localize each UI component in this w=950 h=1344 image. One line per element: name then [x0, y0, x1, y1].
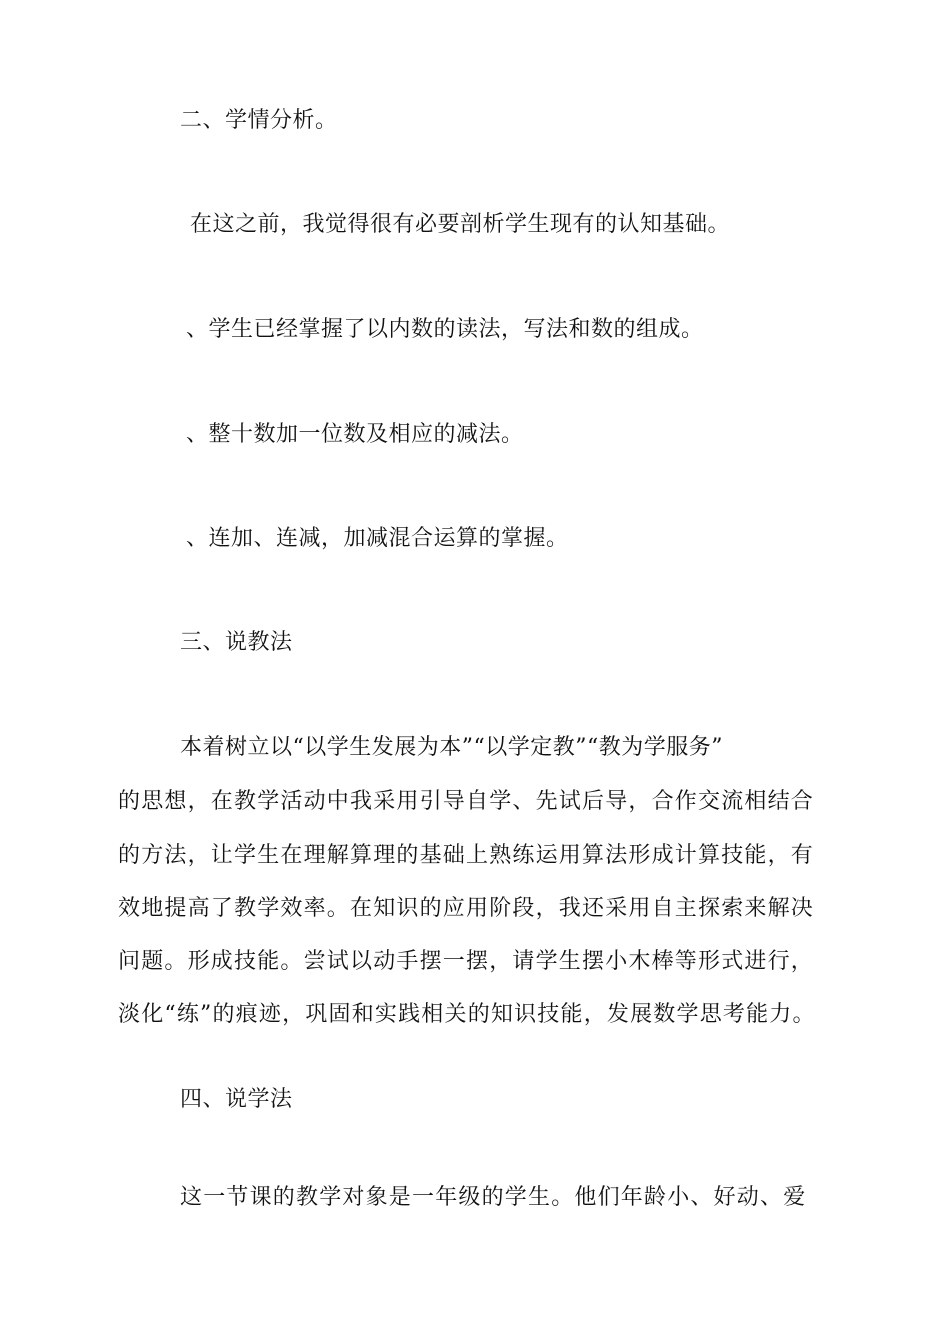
paragraph-line: 的方法，让学生在理解算理的基础上熟练运用算法形成计算技能，有	[118, 843, 815, 868]
paragraph-line: 淡化“练”的痕迹，巩固和实践相关的知识技能，发展数学思考能力。	[118, 1002, 816, 1027]
list-item-1: 、学生已经掌握了以内数的读法，写法和数的组成。	[186, 317, 704, 342]
paragraph-line: 本着树立以“以学生发展为本”“以学定教”“教为学服务”	[180, 735, 723, 760]
paragraph-line: 效地提高了教学效率。在知识的应用阶段，我还采用自主探索来解决	[118, 896, 815, 921]
section-heading-teaching-method: 三、说教法	[180, 630, 293, 655]
paragraph-line: 的思想，在教学活动中我采用引导自学、先试后导，合作交流相结合	[118, 789, 815, 814]
list-item-3: 、连加、连减，加减混合运算的掌握。	[186, 526, 569, 551]
paragraph-intro: 在这之前，我觉得很有必要剖析学生现有的认知基础。	[190, 212, 731, 237]
section-heading-learning-analysis: 二、学情分析。	[180, 108, 338, 133]
paragraph-line: 这一节课的教学对象是一年级的学生。他们年龄小、好动、爱	[180, 1185, 807, 1210]
section-heading-learning-method: 四、说学法	[180, 1087, 293, 1112]
paragraph-line: 问题。形成技能。尝试以动手摆一摆，请学生摆小木棒等形式进行，	[118, 949, 815, 974]
list-item-2: 、整十数加一位数及相应的减法。	[186, 422, 524, 447]
